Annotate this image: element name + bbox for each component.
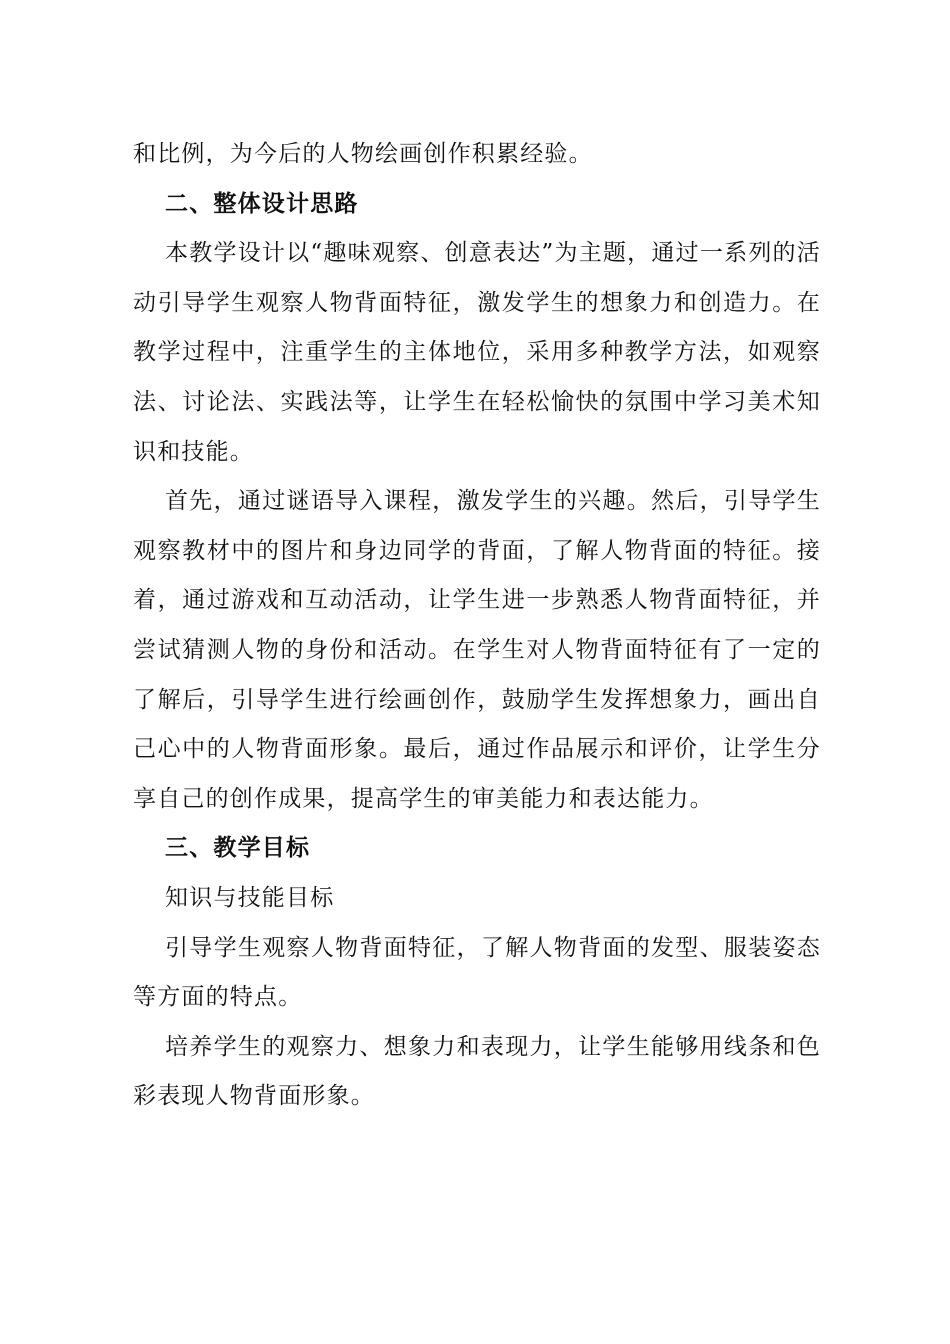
subheading-knowledge-skills: 知识与技能目标 xyxy=(165,884,335,911)
paragraph-continued: 和比例，为今后的人物绘画创作积累经验。 xyxy=(133,141,593,167)
section-heading-objectives: 三、教学目标 xyxy=(165,835,311,862)
paragraph-design-process: 首先，通过谜语导入课程，激发学生的兴趣。然后，引导学生观察教材中的图片和身边同学的背面，了解人物背面的特征。接着，通过游戏和互动活动，让学生进一步熟悉人物背面特征，并尝试猜测人物的身份和活动。在学生对人物背面特征有了一定的了解后，引导学生进行绘画创作，鼓励学生发挥想象力，画出自己心中的人物背面形象。最后，通过作品展示和评价，让学生分享自己的创作成果，提高学生的审美能力和表达能力。 xyxy=(133,488,821,812)
section-heading-design: 二、整体设计思路 xyxy=(165,190,359,217)
paragraph-objective-1: 引导学生观察人物背面特征，了解人物背面的发型、服装姿态等方面的特点。 xyxy=(133,934,821,1011)
paragraph-objective-2: 培养学生的观察力、想象力和表现力，让学生能够用线条和色彩表现人物背面形象。 xyxy=(133,1033,821,1110)
document-page xyxy=(133,130,821,1122)
paragraph-design-theme: 本教学设计以“趣味观察、创意表达”为主题，通过一系列的活动引导学生观察人物背面特征，激发学生的想象力和创造力。在教学过程中，注重学生的主体地位，采用多种教学方法，如观察法、讨论法、实践法等，让学生在轻松愉快的氛围中学习美术知识和技能。 xyxy=(133,240,821,465)
